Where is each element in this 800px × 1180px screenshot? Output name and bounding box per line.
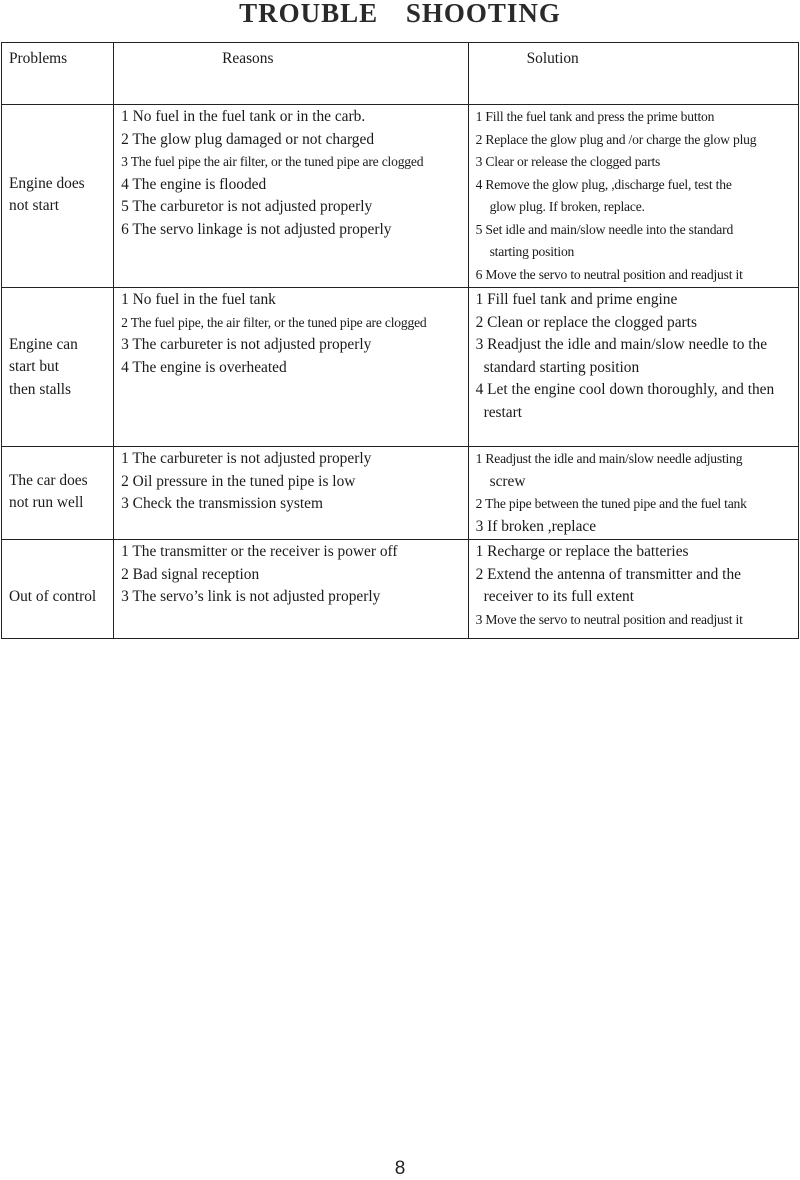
reason-item: 1 No fuel in the fuel tank [121,291,276,308]
problem-text: Out of control [9,587,97,605]
header-solution: Solution [468,43,798,105]
solution-item: 6 Move the servo to neutral position and readjust it [475,266,743,282]
problem-text: Engine can start but then stalls [9,335,78,398]
reason-item: 1 The transmitter or the receiver is power off [121,543,398,560]
solution-item: 2 The pipe between the tuned pipe and the fuel tank [475,496,747,511]
solution-item: 2 Replace the glow plug and /or charge the glow plug [475,131,757,147]
solutions-cell [468,105,798,288]
reason-item: 2 The glow plug damaged or not charged [121,130,375,148]
reasons-cell [114,288,468,447]
solution-item: 2 Clean or replace the clogged parts [475,313,697,331]
reason-item: 4 The engine is flooded [121,175,267,193]
solution-item: 3 Clear or release the clogged parts [475,154,661,169]
solution-item: 1 Fill fuel tank and prime engine [475,291,678,308]
reasons-cell [114,540,468,639]
solution-item: 1 Recharge or replace the batteries [475,543,689,560]
solution-item: starting position [489,244,575,259]
reason-item: 3 The carbureter is not adjusted properly [121,336,372,353]
solution-item: standard starting position [483,358,640,376]
table-row [2,288,799,447]
problem-cell [2,105,114,288]
page-title: TROUBLE SHOOTING [239,0,561,28]
reason-item: 2 Oil pressure in the tuned pipe is low [121,472,356,490]
reason-item: 4 The engine is overheated [121,358,287,376]
solution-item: glow plug. If broken, replace. [489,199,645,214]
problem-text: Engine does not start [9,174,85,214]
header-problems: Problems [2,43,114,105]
problem-text: The car does not run well [9,471,88,511]
table-row [2,105,799,288]
reason-item: 2 Bad signal reception [121,565,260,583]
reason-item: 3 Check the transmission system [121,495,323,512]
table-row [2,540,799,639]
solution-item: 3 Move the servo to neutral position and readjust it [475,611,743,627]
solution-item: 3 Readjust the idle and main/slow needle to the [475,336,768,353]
table-header-row [2,43,799,105]
reason-item: 2 The fuel pipe, the air filter, or the tuned pipe are clogged [121,314,427,330]
problem-cell [2,288,114,447]
solution-item: 2 Extend the antenna of transmitter and the [475,565,741,583]
solution-item: 3 If broken ,replace [475,517,597,535]
solution-item: screw [489,472,526,490]
problem-cell [2,540,114,639]
solution-item: 4 Remove the glow plug, ,discharge fuel, test the [475,176,732,192]
reason-item: 5 The carburetor is not adjusted properly [121,198,373,215]
solution-item: 5 Set idle and main/slow needle into the standard [475,221,734,237]
solution-item: 4 Let the engine cool down thoroughly, and then [475,381,775,398]
solution-item: 1 Readjust the idle and main/slow needle adjusting [475,451,743,466]
reason-item: 1 No fuel in the fuel tank or in the carb. [121,108,366,125]
solution-item: restart [483,403,523,421]
table-row [2,447,799,540]
reason-item: 6 The servo linkage is not adjusted properly [121,220,392,238]
problem-cell [2,447,114,540]
reasons-cell [114,447,468,540]
page-number: 8 [394,1158,406,1179]
trouble-shooting-table [1,42,799,639]
reason-item: 3 The fuel pipe the air filter, or the tuned pipe are clogged [121,154,424,169]
solutions-cell [468,540,798,639]
reasons-cell [114,105,468,288]
solutions-cell [468,288,798,447]
reason-item: 3 The servo’s link is not adjusted properly [121,588,381,605]
solution-item: 1 Fill the fuel tank and press the prime button [475,109,715,124]
header-reasons: Reasons [114,43,468,105]
solutions-cell [468,447,798,540]
reason-item: 1 The carbureter is not adjusted properly [121,450,372,467]
solution-item: receiver to its full extent [483,588,635,605]
